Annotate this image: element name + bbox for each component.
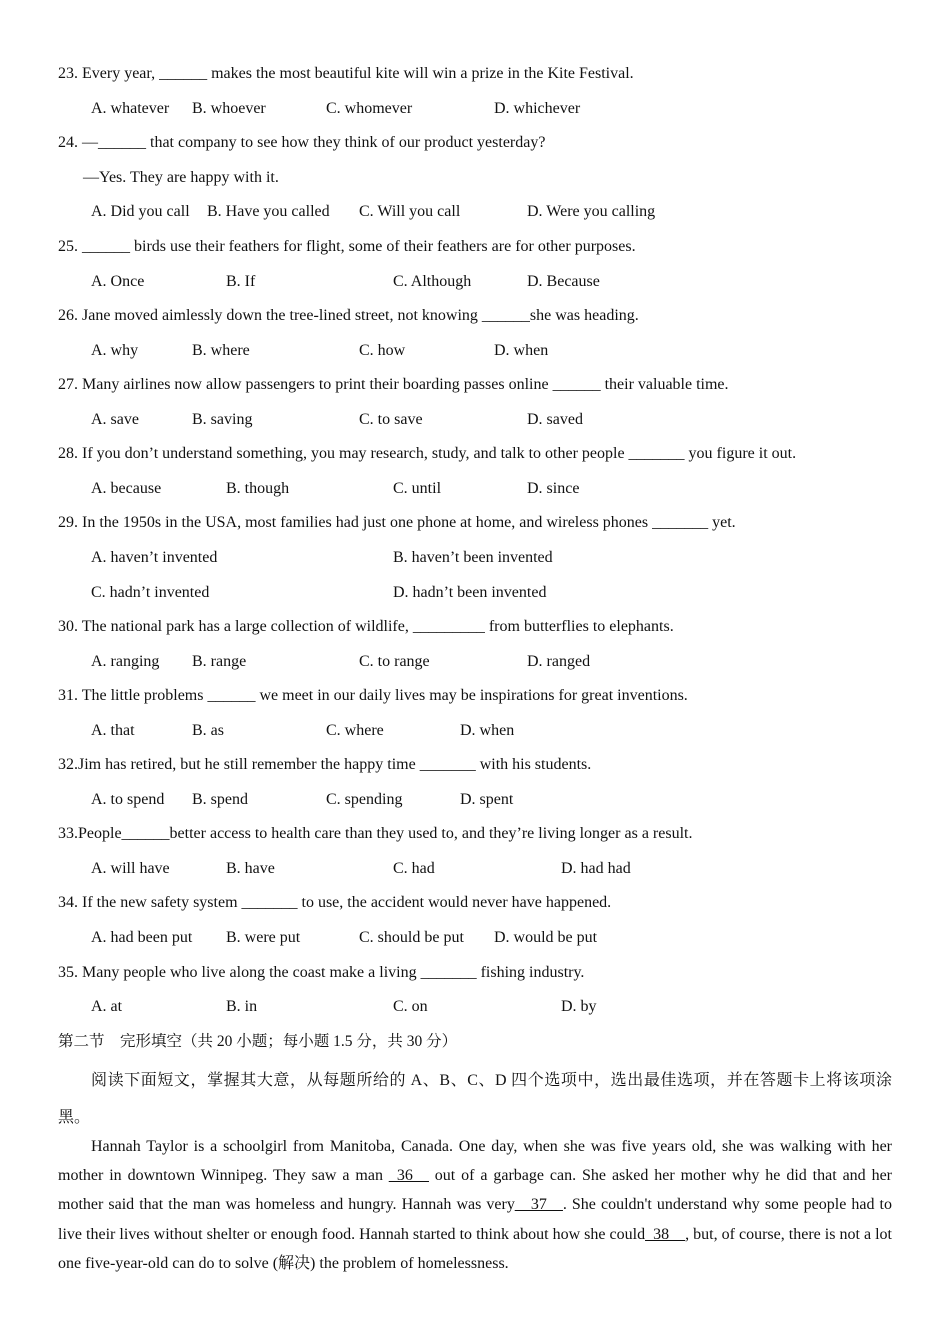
q31-option-d: D. when bbox=[460, 722, 515, 739]
q31-option-a: A. that bbox=[91, 722, 135, 739]
q31-option-c: C. where bbox=[326, 722, 384, 739]
q24-option-d: D. Were you calling bbox=[527, 203, 656, 220]
blank-36: _36__ bbox=[388, 1167, 429, 1185]
q25-option-b: B. If bbox=[226, 273, 256, 290]
q24-option-c: C. Will you call bbox=[359, 203, 461, 220]
passage-text: , but, of course, there is not a lot one five-year-old can do to solve (解决) the problem of homelessness. bbox=[58, 1225, 892, 1272]
question-33: 33.People______better access to health care than they used to, and they’re living longer as a result. bbox=[58, 825, 693, 842]
q28-option-d: D. since bbox=[527, 480, 580, 497]
q34-option-d: D. would be put bbox=[494, 929, 598, 946]
q29-option-b: B. haven’t been invented bbox=[393, 549, 553, 566]
blank-38: _38__ bbox=[645, 1225, 686, 1243]
q35-option-b: B. in bbox=[226, 998, 258, 1015]
q33-option-c: C. had bbox=[393, 860, 435, 877]
q30-option-c: C. to range bbox=[359, 653, 430, 670]
q25-option-c: C. Although bbox=[393, 273, 472, 290]
q28-option-a: A. because bbox=[91, 480, 162, 497]
passage-text: . She couldn't understand why some people had to live their lives without shelter or enough food. Hannah started to think about how she could bbox=[58, 1196, 892, 1243]
q23-option-d: D. whichever bbox=[494, 100, 581, 117]
section-heading: 第二节 完形填空（共 20 小题；每小题 1.5 分，共 30 分） bbox=[58, 1033, 458, 1050]
question-23: 23. Every year, ______ makes the most beautiful kite will win a prize in the Kite Festival. bbox=[58, 65, 634, 82]
q33-option-b: B. have bbox=[226, 860, 275, 877]
question-34: 34. If the new safety system _______ to use, the accident would never have happened. bbox=[58, 894, 612, 911]
q35-option-c: C. on bbox=[393, 998, 428, 1015]
cloze-passage bbox=[58, 1132, 892, 1278]
q29-option-c: C. hadn’t invented bbox=[91, 584, 210, 601]
q34-option-c: C. should be put bbox=[359, 929, 464, 946]
q32-option-d: D. spent bbox=[460, 791, 514, 808]
passage-text: Hannah Taylor is a schoolgirl from Manitoba, Canada. One day, when she was five years old, she was walking with her mother in downtown Winnipeg. They saw a man bbox=[58, 1138, 892, 1185]
question-28: 28. If you don’t understand something, you may research, study, and talk to other people _______ you figure it out. bbox=[58, 445, 797, 462]
q28-option-c: C. until bbox=[393, 480, 442, 497]
q35-option-a: A. at bbox=[91, 998, 123, 1015]
q23-option-a: A. whatever bbox=[91, 100, 170, 117]
q32-option-a: A. to spend bbox=[91, 791, 165, 808]
q28-option-b: B. though bbox=[226, 480, 290, 497]
question-30: 30. The national park has a large collection of wildlife, _________ from butterflies to elephants. bbox=[58, 618, 674, 635]
question-24: 24. —______ that company to see how they think of our product yesterday? bbox=[58, 134, 546, 151]
q26-option-c: C. how bbox=[359, 342, 406, 359]
q33-option-a: A. will have bbox=[91, 860, 170, 877]
instructions: 阅读下面短文，掌握其大意，从每题所给的 A、B、C、D 四个选项中，选出最佳选项，并在答题卡上将该项涂黑。 bbox=[58, 1072, 892, 1126]
q24-option-a: A. Did you call bbox=[91, 203, 190, 220]
q24-option-b: B. Have you called bbox=[207, 203, 330, 220]
q34-option-b: B. were put bbox=[226, 929, 301, 946]
q25-option-a: A. Once bbox=[91, 273, 145, 290]
passage-text: out of a garbage can. She asked her mother why he did that and her mother said that the man was homeless and hungry. Hannah was very bbox=[58, 1167, 893, 1214]
q27-option-d: D. saved bbox=[527, 411, 583, 428]
q32-option-b: B. spend bbox=[192, 791, 248, 808]
q33-option-d: D. had had bbox=[561, 860, 631, 877]
question-27: 27. Many airlines now allow passengers to print their boarding passes online ______ their valuable time. bbox=[58, 376, 729, 393]
q30-option-d: D. ranged bbox=[527, 653, 591, 670]
q32-option-c: C. spending bbox=[326, 791, 403, 808]
question-25: 25. ______ birds use their feathers for flight, some of their feathers are for other purposes. bbox=[58, 238, 636, 255]
q35-option-d: D. by bbox=[561, 998, 597, 1015]
q29-option-d: D. hadn’t been invented bbox=[393, 584, 547, 601]
question-24-reply: —Yes. They are happy with it. bbox=[83, 169, 279, 186]
question-35: 35. Many people who live along the coast make a living _______ fishing industry. bbox=[58, 964, 585, 981]
q26-option-b: B. where bbox=[192, 342, 250, 359]
q29-option-a: A. haven’t invented bbox=[91, 549, 218, 566]
blank-37: __37__ bbox=[514, 1196, 563, 1214]
q23-option-b: B. whoever bbox=[192, 100, 266, 117]
question-32: 32.Jim has retired, but he still remember the happy time _______ with his students. bbox=[58, 756, 592, 773]
q27-option-b: B. saving bbox=[192, 411, 253, 428]
q25-option-d: D. Because bbox=[527, 273, 600, 290]
question-29: 29. In the 1950s in the USA, most families had just one phone at home, and wireless phones _______ yet. bbox=[58, 514, 736, 531]
q27-option-a: A. save bbox=[91, 411, 139, 428]
q34-option-a: A. had been put bbox=[91, 929, 193, 946]
q27-option-c: C. to save bbox=[359, 411, 423, 428]
q23-option-c: C. whomever bbox=[326, 100, 413, 117]
q30-option-b: B. range bbox=[192, 653, 247, 670]
question-26: 26. Jane moved aimlessly down the tree-lined street, not knowing ______she was heading. bbox=[58, 307, 639, 324]
q30-option-a: A. ranging bbox=[91, 653, 160, 670]
q26-option-a: A. why bbox=[91, 342, 139, 359]
q31-option-b: B. as bbox=[192, 722, 224, 739]
question-31: 31. The little problems ______ we meet in our daily lives may be inspirations for great inventions. bbox=[58, 687, 688, 704]
q26-option-d: D. when bbox=[494, 342, 549, 359]
